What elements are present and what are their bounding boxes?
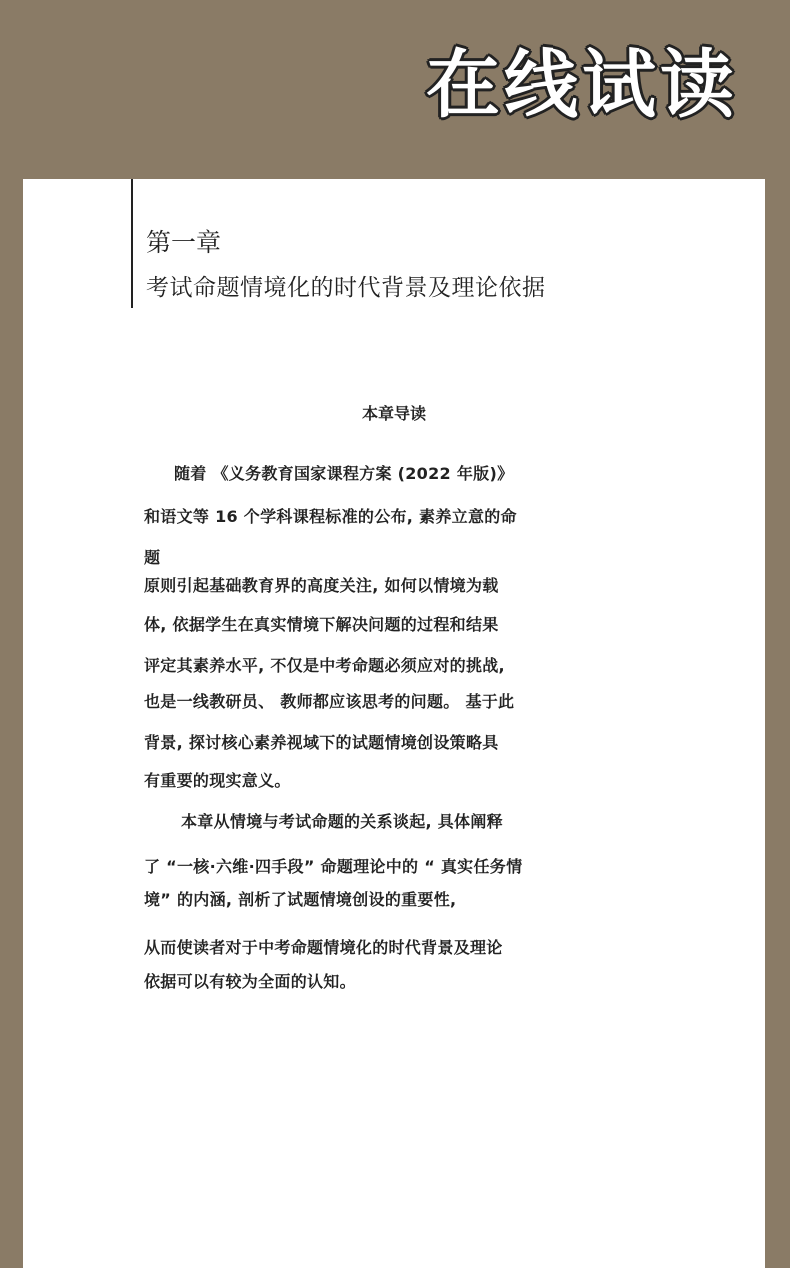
guide-heading: 本章导读 xyxy=(361,404,426,423)
guide-line: 依据可以有较为全面的认知。 xyxy=(144,972,356,991)
guide-line: 背景, 探讨核心素养视域下的试题情境创设策略具 xyxy=(144,733,499,752)
banner-title: 在线试读 xyxy=(426,42,738,128)
guide-line: 体, 依据学生在真实情境下解决问题的过程和结果 xyxy=(144,615,499,634)
chapter-number: 第一章 xyxy=(146,228,222,257)
guide-line: 了 “一核·六维·四手段” 命题理论中的 “ 真实任务情 xyxy=(144,857,523,876)
guide-line: 评定其素养水平, 不仅是中考命题必须应对的挑战, xyxy=(144,656,505,675)
guide-line: 本章从情境与考试命题的关系谈起, 具体阐释 xyxy=(181,812,503,831)
guide-line: 有重要的现实意义。 xyxy=(144,771,291,790)
chapter-title: 考试命题情境化的时代背景及理论依据 xyxy=(146,275,546,301)
guide-line: 题 xyxy=(144,548,161,567)
guide-line: 原则引起基础教育界的高度关注, 如何以情境为载 xyxy=(144,576,499,595)
guide-line: 也是一线教研员、 教师都应该思考的问题。 基于此 xyxy=(144,692,515,711)
guide-line: 和语文等 16 个学科课程标准的公布, 素养立意的命 xyxy=(144,507,517,526)
guide-line: 从而使读者对于中考命题情境化的时代背景及理论 xyxy=(144,938,503,957)
guide-line: 随着 《义务教育国家课程方案 (2022 年版)》 xyxy=(174,464,514,483)
guide-line: 境” 的内涵, 剖析了试题情境创设的重要性, xyxy=(144,890,457,909)
book-page xyxy=(23,179,765,1268)
chapter-rule xyxy=(131,179,133,308)
